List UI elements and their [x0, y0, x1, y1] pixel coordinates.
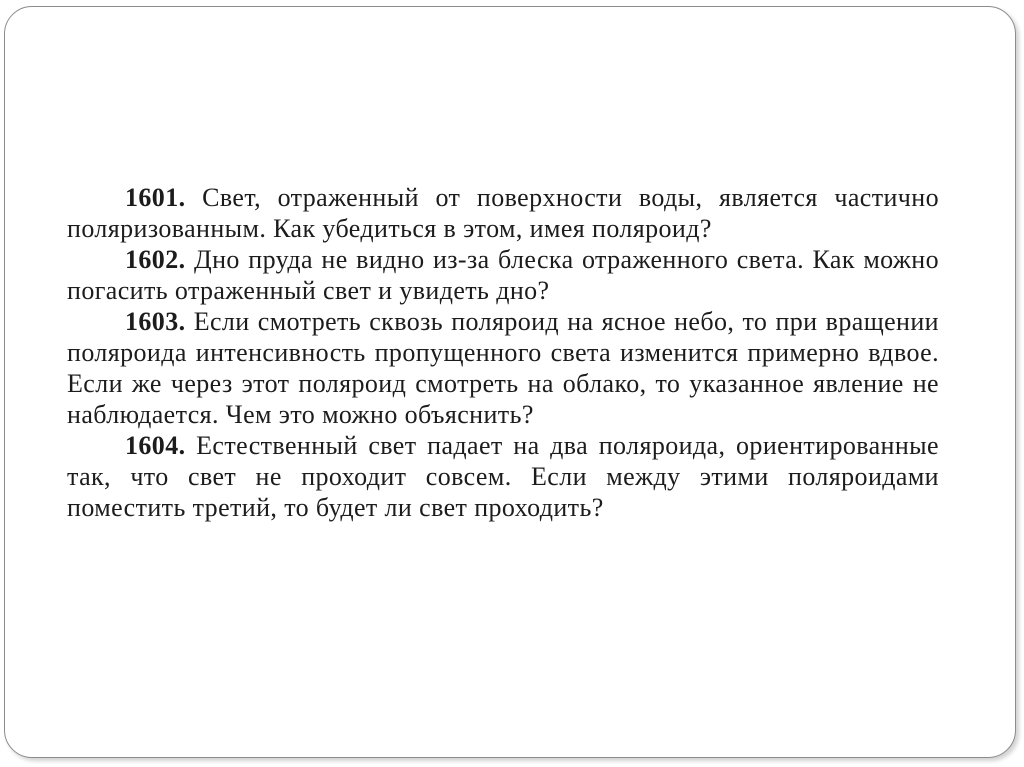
problem-text: Естественный свет падает на два поляроида, ориентированные так, что свет не проходит совсем. Если между этими поляроидами поместить третий, то будет ли свет проходить?: [67, 431, 939, 522]
problem-text-block: [67, 182, 939, 523]
problem-text: Свет, отраженный от поверхности воды, является частично поляризованным. Как убедиться в этом, имея поляроид?: [67, 183, 939, 243]
problem-1603: [67, 306, 939, 430]
problem-text: Дно пруда не видно из-за блеска отраженного света. Как можно погасить отраженный свет и увидеть дно?: [67, 245, 940, 305]
problem-1601: [67, 182, 939, 244]
slide-frame: [4, 6, 1016, 758]
problem-1602: [67, 244, 939, 306]
problem-1604: [67, 430, 939, 523]
problem-number: 1602.: [125, 245, 186, 274]
problem-number: 1601.: [125, 183, 186, 212]
problem-number: 1603.: [125, 307, 186, 336]
problem-number: 1604.: [125, 431, 186, 460]
problem-text: Если смотреть сквозь поляроид на ясное небо, то при вращении поляроида интенсивность пропущенного света изменится примерно вдвое. Если же через этот поляроид смотреть на облако, то указанное явление не наблюдается. Чем это можно объяснить?: [67, 307, 939, 429]
